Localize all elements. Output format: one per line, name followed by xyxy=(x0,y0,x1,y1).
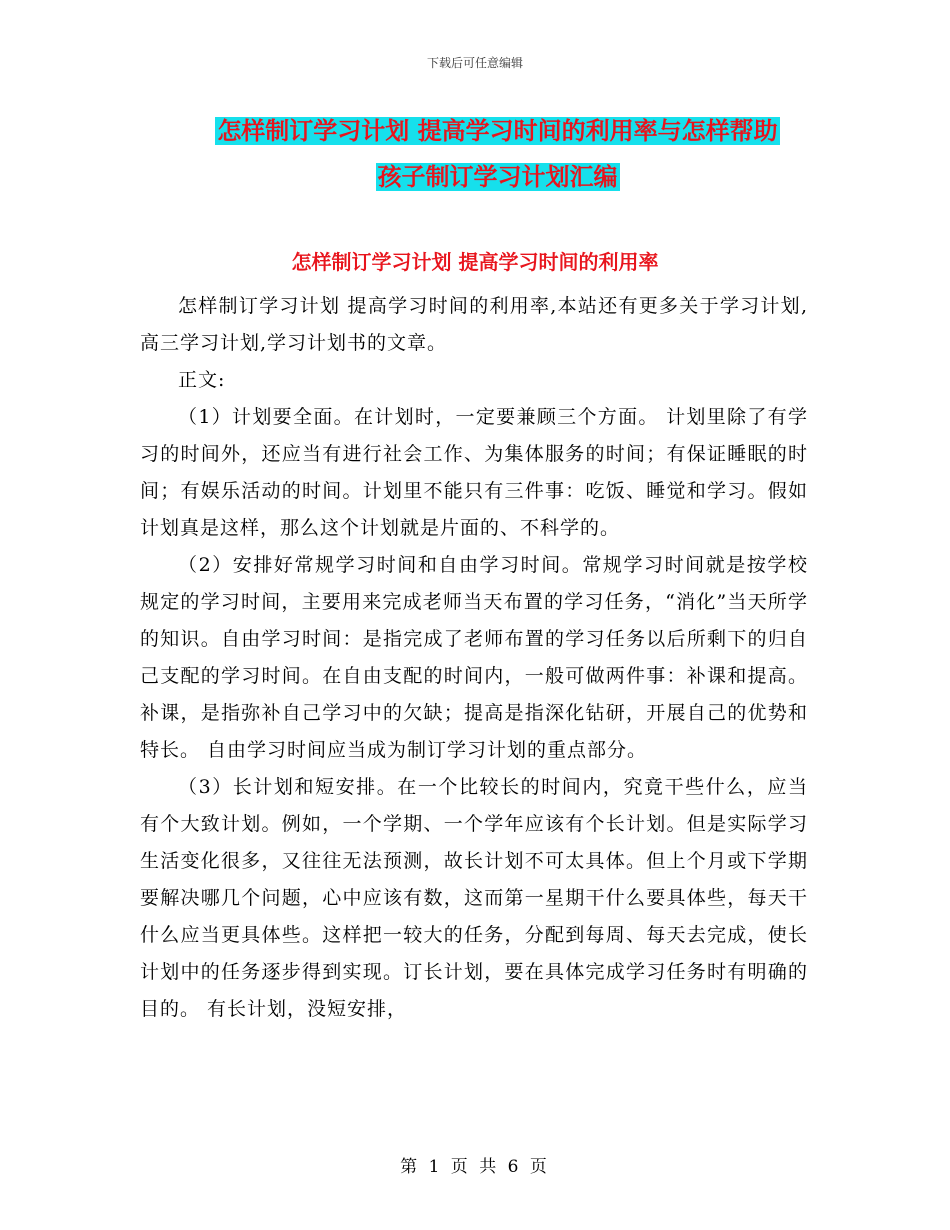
document-body xyxy=(140,288,808,1028)
title-line-2: 孩子制订学习计划汇编 xyxy=(377,163,618,191)
section-title: 怎样制订学习计划 提高学习时间的利用率 xyxy=(291,250,659,274)
paragraph-point-3: （3）长计划和短安排。在一个比较长的时间内，究竟干些什么，应当有个大致计划。例如，一个学期、一个学年应该有个长计划。但是实际学习生活变化很多，又往往无法预测，故长计划不可太具体。但上个月或下学期要解决哪几个问题，心中应该有数，这而第一星期干什么要具体些，每天干什么应当更具体些。这样把一较大的任务，分配到每周、每天去完成，使长计划中的任务逐步得到实现。订长计划，要在具体完成学习任务时有明确的目的。 有长计划，没短安排， xyxy=(140,776,808,1020)
paragraph-point-1: （1）计划要全面。在计划时，一定要兼顾三个方面。 计划里除了有学习的时间外，还应当有进行社会工作、为集体服务的时间；有保证睡眠的时间；有娱乐活动的时间。计划里不能只有三件事：吃饭、睡觉和学习。假如计划真是这样，那么这个计划就是片面的、不科学的。 xyxy=(140,406,808,539)
paragraph-label: 正文: xyxy=(178,369,226,391)
page-footer: 第 1 页 共 6 页 xyxy=(400,1157,550,1177)
header-note: 下载后可任意编辑 xyxy=(426,56,523,70)
paragraph-intro: 怎样制订学习计划 提高学习时间的利用率,本站还有更多关于学习计划,高三学习计划,学习计划书的文章。 xyxy=(140,295,808,354)
title-line-1: 怎样制订学习计划 提高学习时间的利用率与怎样帮助 xyxy=(217,117,778,145)
paragraph-point-2: （2）安排好常规学习时间和自由学习时间。常规学习时间就是按学校规定的学习时间，主要用来完成老师当天布置的学习任务，“消化”当天所学的知识。自由学习时间：是指完成了老师布置的学习任务以后所剩下的归自己支配的学习时间。在自由支配的时间内，一般可做两件事：补课和提高。补课，是指弥补自己学习中的欠缺；提高是指深化钻研，开展自己的优势和特长。 自由学习时间应当成为制订学习计划的重点部分。 xyxy=(140,554,808,761)
document-title xyxy=(140,108,855,200)
